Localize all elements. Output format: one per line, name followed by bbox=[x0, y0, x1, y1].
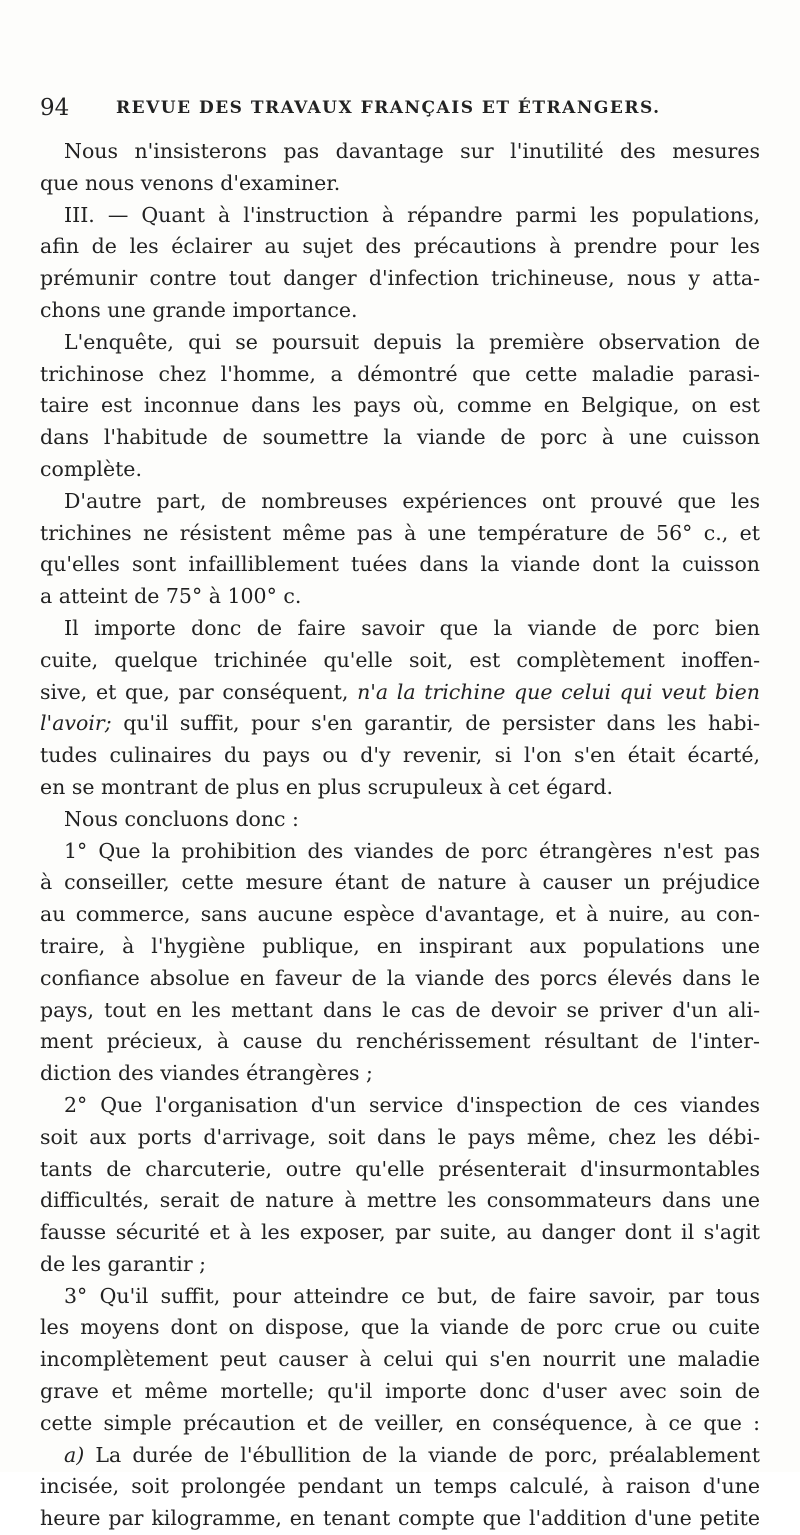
text-line-content: fausse sécurité et à les exposer, par suite, au danger dont il s'agit bbox=[40, 1220, 760, 1245]
text-line-content: que nous venons d'examiner. bbox=[40, 170, 341, 195]
text-line-content: chons une grande importance. bbox=[40, 297, 358, 322]
text-line bbox=[40, 995, 760, 1027]
text-line bbox=[40, 645, 760, 677]
text-line-content: cette simple précaution et de veiller, en conséquence, à ce que : bbox=[40, 1410, 760, 1435]
text-line bbox=[40, 1154, 760, 1186]
body-text bbox=[40, 136, 760, 1535]
text-line-content: incisée, soit prolongée pendant un temps calculé, à raison d'une bbox=[40, 1474, 760, 1499]
text-line-content: 1° Que la prohibition des viandes de porc étrangères n'est pas bbox=[64, 838, 760, 863]
text-line bbox=[40, 518, 760, 550]
text-line-content: pays, tout en les mettant dans le cas de devoir se priver d'un ali- bbox=[40, 997, 760, 1022]
text-line bbox=[40, 295, 760, 327]
text-line bbox=[40, 422, 760, 454]
text-line-content: complète. bbox=[40, 456, 142, 481]
text-line-content: trichines ne résistent même pas à une température de 56° c., et bbox=[40, 520, 760, 545]
text-line bbox=[40, 1090, 760, 1122]
text-line bbox=[40, 1503, 760, 1535]
text-line-content: qu'elles sont infailliblement tuées dans la viande dont la cuisson bbox=[40, 552, 760, 577]
text-line bbox=[40, 200, 760, 232]
text-line-content: taire est inconnue dans les pays où, comme en Belgique, on est bbox=[40, 393, 760, 418]
text-line-content: cuite, quelque trichinée qu'elle soit, est complètement inoffen- bbox=[40, 647, 760, 672]
text-line-content: incomplètement peut causer à celui qui s'en nourrit une maladie bbox=[40, 1347, 760, 1372]
text-line-content: 2° Que l'organisation d'un service d'inspection de ces viandes bbox=[64, 1092, 760, 1117]
page-number: 94 bbox=[40, 95, 70, 121]
text-line bbox=[40, 1408, 760, 1440]
text-line bbox=[40, 740, 760, 772]
text-line-content: heure par kilogramme, en tenant compte que l'addition d'une petite bbox=[40, 1506, 760, 1531]
text-line-content: Nous n'insisterons pas davantage sur l'inutilité des mesures bbox=[64, 139, 760, 163]
text-line bbox=[40, 836, 760, 868]
text-line bbox=[40, 1122, 760, 1154]
text-line bbox=[40, 486, 760, 518]
text-line bbox=[40, 963, 760, 995]
text-line bbox=[40, 359, 760, 391]
text-line bbox=[40, 454, 760, 486]
text-line-content: La durée de l'ébullition de la viande de porc, préalablement bbox=[84, 1442, 760, 1467]
text-line bbox=[40, 899, 760, 931]
text-line-content: en se montrant de plus en plus scrupuleux à cet égard. bbox=[40, 774, 613, 799]
text-line bbox=[40, 1376, 760, 1408]
text-line-content: de les garantir ; bbox=[40, 1251, 207, 1276]
text-line-content: III. — Quant à l'instruction à répandre parmi les populations, bbox=[64, 202, 760, 227]
text-line-content: 3° Qu'il suffit, pour atteindre ce but, de faire savoir, par tous bbox=[64, 1283, 760, 1308]
text-line-content: afin de les éclairer au sujet des précautions à prendre pour les bbox=[40, 234, 760, 259]
text-line-content: diction des viandes étrangères ; bbox=[40, 1061, 373, 1086]
text-line bbox=[40, 804, 760, 836]
text-line bbox=[40, 1185, 760, 1217]
text-line-italic: n'a la trichine que celui qui veut bien bbox=[357, 679, 760, 704]
text-line bbox=[40, 613, 760, 645]
text-line-content: confiance absolue en faveur de la viande des porcs élevés dans le bbox=[40, 965, 760, 990]
text-line bbox=[40, 708, 760, 740]
text-line bbox=[40, 327, 760, 359]
text-line-content: L'enquête, qui se poursuit depuis la première observation de bbox=[64, 329, 760, 354]
text-line bbox=[40, 677, 760, 709]
text-line-content: tants de charcuterie, outre qu'elle présenterait d'insurmontables bbox=[40, 1156, 760, 1181]
text-line-content: tudes culinaires du pays ou d'y revenir, si l'on s'en était écarté, bbox=[40, 743, 760, 768]
text-line bbox=[40, 1440, 760, 1472]
text-line-content: ment précieux, à cause du renchérissement résultant de l'inter- bbox=[40, 1029, 760, 1054]
text-line-content: les moyens dont on dispose, que la viande de porc crue ou cuite bbox=[40, 1315, 760, 1340]
text-line-italic: l'avoir; bbox=[40, 711, 112, 736]
text-line bbox=[40, 231, 760, 263]
text-line bbox=[40, 1026, 760, 1058]
text-line bbox=[40, 1312, 760, 1344]
text-line bbox=[40, 1344, 760, 1376]
text-line bbox=[40, 263, 760, 295]
page-header bbox=[40, 92, 760, 124]
text-line-content: difficultés, serait de nature à mettre les consommateurs dans une bbox=[40, 1188, 760, 1213]
text-line bbox=[40, 1249, 760, 1281]
text-line-content: au commerce, sans aucune espèce d'avantage, et à nuire, au con- bbox=[40, 902, 760, 927]
text-line-content: Nous concluons donc : bbox=[64, 806, 299, 831]
text-line-content: qu'il suffit, pour s'en garantir, de persister dans les habi- bbox=[111, 711, 760, 736]
text-line-content: a atteint de 75° à 100° c. bbox=[40, 584, 302, 609]
text-line-content: D'autre part, de nombreuses expériences ont prouvé que les bbox=[64, 488, 760, 513]
text-line bbox=[40, 390, 760, 422]
text-line-content: dans l'habitude de soumettre la viande de porc à une cuisson bbox=[40, 425, 760, 450]
text-line-content: sive, et que, par conséquent, bbox=[40, 679, 349, 704]
text-line-content: à conseiller, cette mesure étant de nature à causer un préjudice bbox=[40, 870, 760, 895]
text-line bbox=[40, 772, 760, 804]
text-line-content: Il importe donc de faire savoir que la viande de porc bien bbox=[64, 615, 760, 640]
text-line-content: trichinose chez l'homme, a démontré que cette maladie parasi- bbox=[40, 361, 760, 386]
text-line bbox=[40, 1217, 760, 1249]
text-line bbox=[40, 549, 760, 581]
text-line-content: grave et même mortelle; qu'il importe donc d'user avec soin de bbox=[40, 1379, 760, 1404]
text-line-content: soit aux ports d'arrivage, soit dans le pays même, chez les débi- bbox=[40, 1124, 760, 1149]
text-line-italic: a) bbox=[64, 1442, 85, 1467]
text-line bbox=[40, 1471, 760, 1503]
text-line bbox=[40, 581, 760, 613]
text-line bbox=[40, 136, 760, 168]
text-line bbox=[40, 1281, 760, 1313]
text-line bbox=[40, 1058, 760, 1090]
text-line-content: traire, à l'hygiène publique, en inspirant aux populations une bbox=[40, 933, 760, 958]
text-line-content: prémunir contre tout danger d'infection trichineuse, nous y atta- bbox=[40, 266, 760, 291]
text-line bbox=[40, 931, 760, 963]
running-title: REVUE DES TRAVAUX FRANÇAIS ET ÉTRANGERS. bbox=[116, 98, 661, 118]
text-line bbox=[40, 867, 760, 899]
text-line bbox=[40, 168, 760, 200]
